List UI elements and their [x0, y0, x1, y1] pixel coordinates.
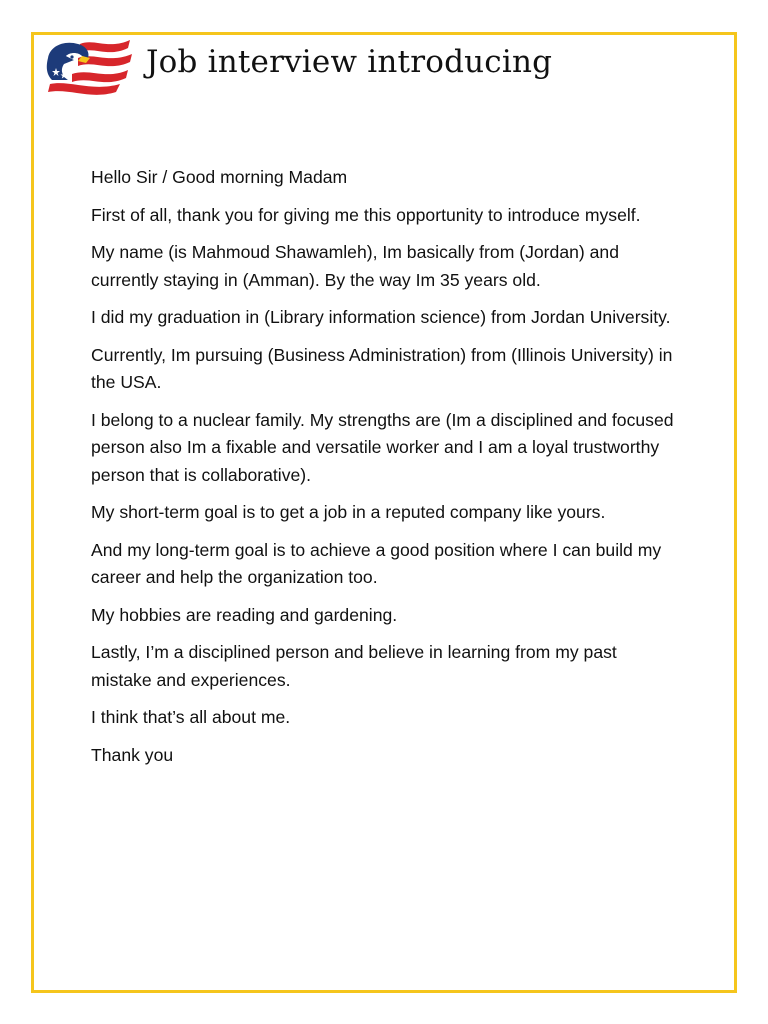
eagle-flag-logo-icon: [42, 36, 134, 98]
paragraph-name: My name (is Mahmoud Shawamleh), Im basically from (Jordan) and currently staying in (Amman). By the way Im 35 years old.: [91, 242, 620, 290]
page-title: Job interview introducing: [146, 44, 553, 80]
paragraph-thank-you: Thank you: [91, 744, 174, 765]
paragraph-hobbies: My hobbies are reading and gardening.: [91, 604, 398, 625]
paragraph-lastly: Lastly, I’m a disciplined person and believe in learning from my past mistake and experiences.: [91, 642, 617, 690]
paragraph-short-term-goal: My short-term goal is to get a job in a reputed company like yours.: [91, 502, 606, 522]
paragraph-closing: I think that’s all about me.: [91, 707, 291, 727]
paragraph-long-term-goal: And my long-term goal is to achieve a good position where I can build my career and help the organization too.: [91, 539, 662, 587]
paragraph-graduation: I did my graduation in (Library information science) from Jordan University.: [91, 307, 671, 327]
paragraph-greeting: Hello Sir / Good morning Madam: [91, 167, 348, 187]
paragraph-family-strengths: I belong to a nuclear family. My strengths are (Im a disciplined and focused person also Im a fixable and versatile worker and I am a loyal trustworthy person that is collaborative).: [91, 409, 674, 485]
paragraph-thanks: First of all, thank you for giving me this opportunity to introduce myself.: [91, 204, 641, 225]
paragraph-current-study: Currently, Im pursuing (Business Administration) from (Illinois University) in the USA.: [91, 344, 673, 392]
document-body: [91, 164, 681, 779]
